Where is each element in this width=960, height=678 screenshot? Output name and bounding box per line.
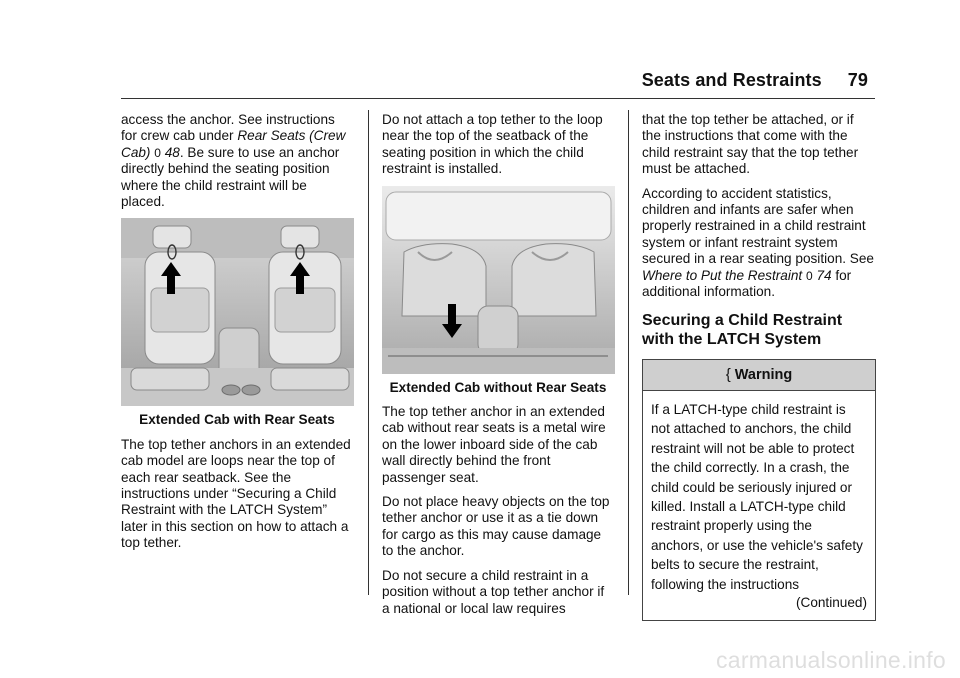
column-2 bbox=[382, 112, 614, 625]
warning-text: If a LATCH-type child restraint is not attached to anchors, the child restraint will not be able to protect the child correctly. In a crash, the child could be seriously injured or killed. Install a LATCH-type child restraint properly using the anchors, or use the vehicle's safety belts to secure the restraint, following the instructions bbox=[651, 401, 863, 592]
figure-caption: Extended Cab with Rear Seats bbox=[139, 412, 335, 428]
page-ref-symbol: 0 bbox=[805, 268, 813, 283]
column-divider-1 bbox=[368, 110, 369, 595]
figure-caption: Extended Cab without Rear Seats bbox=[389, 379, 607, 395]
section-subheading: Securing a Child Restraint with the LATCH System bbox=[642, 312, 843, 348]
page-number: 79 bbox=[847, 70, 868, 90]
continued-label: (Continued) bbox=[795, 594, 867, 610]
paragraph: The top tether anchors in an extended cab model are loops near the top of each rear seatback. See the instructions under “Securing a Child Restraint with the LATCH System” later in this section on how to attach a top tether. bbox=[121, 436, 351, 551]
paragraph bbox=[642, 186, 876, 301]
header-rule bbox=[121, 98, 875, 99]
text: . Be sure to use an anchor directly behind the seating position where the child restraint will be placed. bbox=[121, 144, 340, 210]
section-title: Seats and Restraints bbox=[641, 70, 822, 90]
warning-body bbox=[643, 391, 875, 620]
column-divider-2 bbox=[628, 110, 629, 595]
warning-icon: { bbox=[725, 366, 731, 384]
text: access the anchor. See instructions for crew cab under bbox=[121, 112, 335, 144]
extended-cab-no-rear-seats-illustration bbox=[382, 186, 615, 374]
page-ref-symbol: 0 bbox=[154, 145, 161, 160]
paragraph: that the top tether be attached, or if the instructions that come with the child restraint say that the top tether must be attached. bbox=[642, 112, 859, 177]
text: According to accident statistics, children and infants are safer when properly restrained in a child restraint system or infant restraint system secured in a rear seating position. See bbox=[642, 185, 874, 267]
paragraph: Do not attach a top tether to the loop near the top of the seatback of the seating position in which the child restraint is installed. bbox=[382, 112, 603, 177]
warning-header bbox=[643, 360, 875, 390]
cross-reference-page[interactable]: 48 bbox=[164, 144, 180, 160]
warning-box bbox=[642, 359, 876, 620]
column-1 bbox=[121, 112, 353, 560]
cross-reference-link[interactable]: Where to Put the Restraint bbox=[642, 267, 803, 283]
warning-title: Warning bbox=[734, 367, 793, 384]
page-header bbox=[642, 70, 868, 91]
watermark: carmanualsonline.info bbox=[715, 647, 946, 673]
paragraph: The top tether anchor in an extended cab without rear seats is a metal wire on the lower inboard side of the cab wall directly behind the front passenger seat. bbox=[382, 404, 606, 485]
cross-reference-link[interactable]: Rear Seats (Crew Cab) bbox=[121, 128, 346, 160]
paragraph: Do not secure a child restraint in a position without a top tether anchor if a national or local law requires bbox=[382, 567, 605, 616]
extended-cab-rear-seats-illustration bbox=[121, 218, 354, 406]
column-3 bbox=[642, 112, 876, 621]
paragraph: Do not place heavy objects on the top tether anchor or use it as a tie down for cargo as this may cause damage to the anchor. bbox=[382, 494, 610, 559]
cross-reference-page[interactable]: 74 bbox=[816, 267, 832, 283]
paragraph bbox=[121, 112, 353, 210]
text: for additional information. bbox=[642, 267, 852, 300]
